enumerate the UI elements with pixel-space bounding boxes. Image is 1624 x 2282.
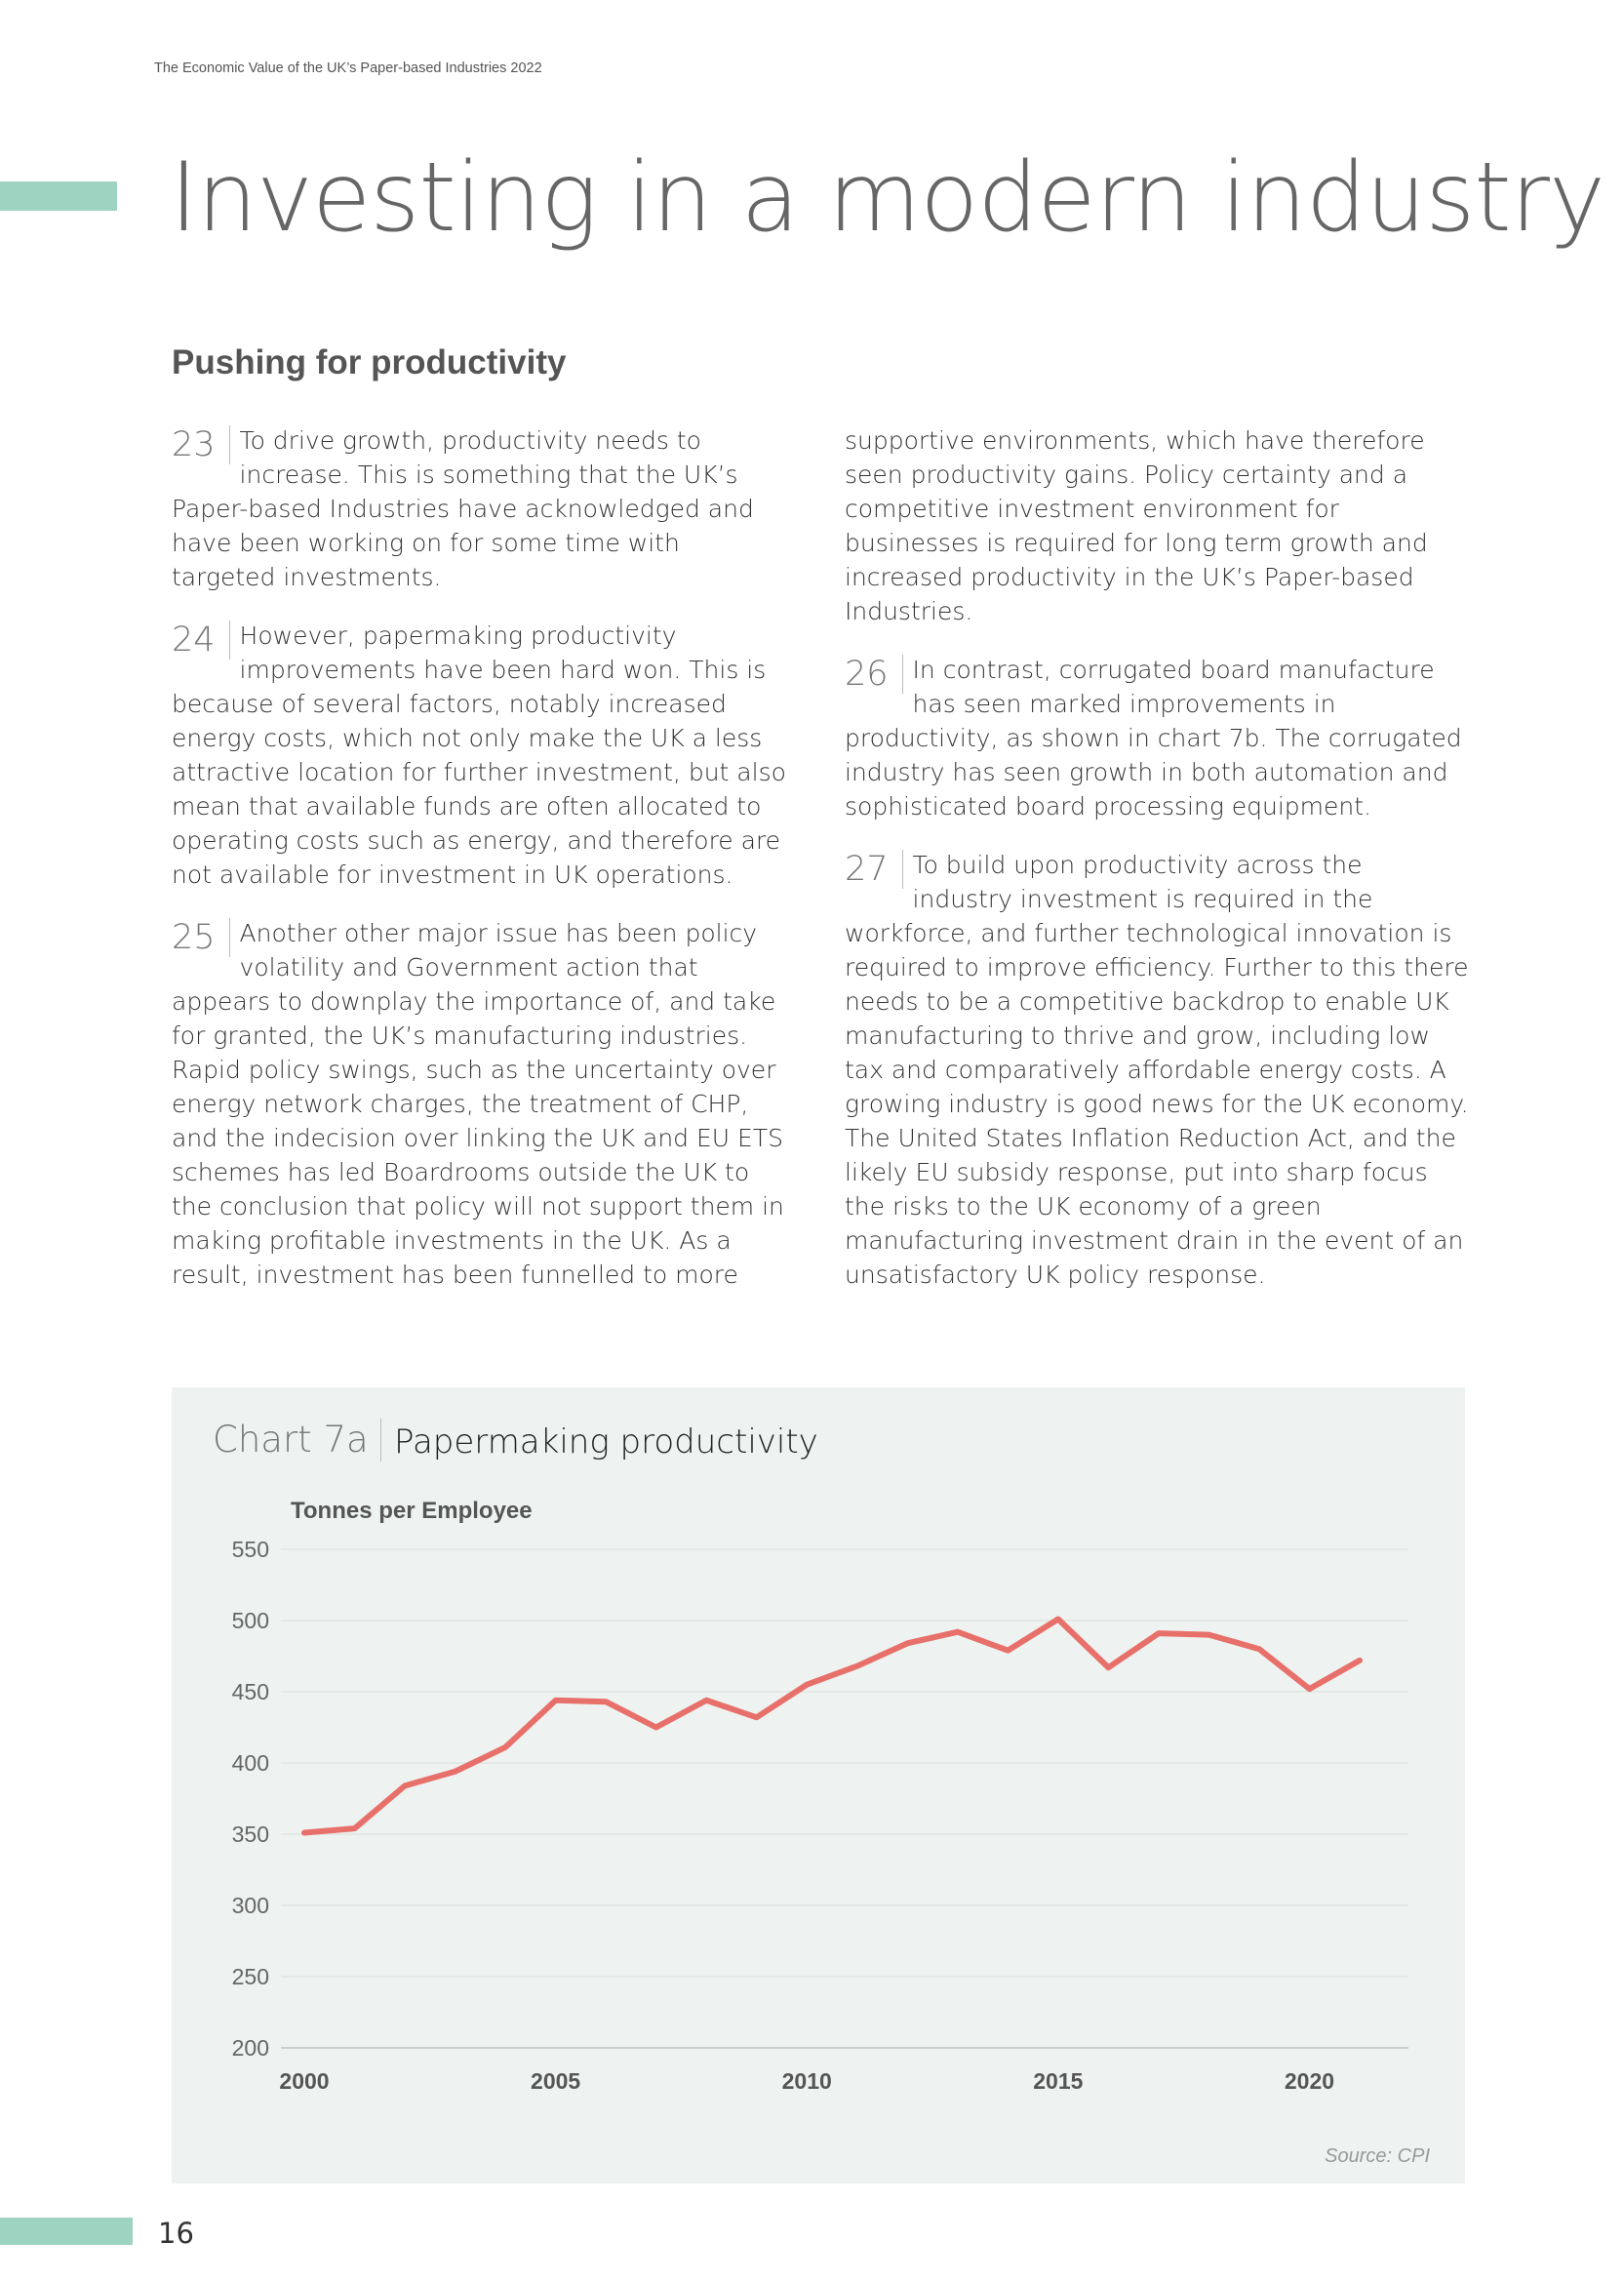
- paragraph-text: To drive growth, productivity needs to increase. This is something that the UK’s Paper-based Industries have acknowledged and have been working on for some time with targeted investments.: [172, 426, 754, 591]
- paragraph-26: [845, 653, 1469, 823]
- y-tick-label: 450: [231, 1679, 269, 1704]
- chart-label: Chart 7a: [213, 1419, 381, 1461]
- paragraph-27: [845, 848, 1469, 1292]
- paragraph-text: However, papermaking productivity improvements have been hard won. This is because of several factors, notably increased energy costs, which not only make the UK a less attractive location for further investment, but also mean that available funds are often allocated to operating costs such as energy, and therefore are not available for investment in UK operations.: [172, 621, 786, 889]
- paragraph-number: 25: [172, 918, 230, 957]
- y-tick-label: 350: [231, 1822, 269, 1847]
- series-line: [304, 1620, 1360, 1833]
- page-title: Investing in a modern industry: [170, 142, 1604, 254]
- y-tick-label: 250: [231, 1964, 269, 1989]
- paragraph-number: 24: [172, 621, 230, 660]
- y-tick-label: 500: [231, 1608, 269, 1633]
- x-tick-label: 2020: [1284, 2068, 1335, 2094]
- paragraph-text: Another other major issue has been policy volatility and Government action that appears to downplay the importance of, and take for granted, the UK’s manufacturing industries. Rapid policy swings, such as the uncertainty over energy network charges, the treatment of CHP, and the indecision over linking the UK and EU ETS schemes has led Boardrooms outside the UK to the conclusion that policy will not support them in making profitable investments in the UK. As a result, investment has been funnelled to more: [172, 919, 784, 1289]
- running-head: The Economic Value of the UK’s Paper-based Industries 2022: [154, 60, 542, 76]
- chart-svg: [172, 1387, 1465, 2183]
- paragraph-number: 23: [172, 425, 230, 464]
- y-tick-label: 550: [231, 1537, 269, 1562]
- accent-bar-bottom: [0, 2218, 133, 2245]
- paragraph-25: [172, 916, 790, 1292]
- section-subtitle: Pushing for productivity: [172, 343, 567, 381]
- paragraph-25-continued: supportive environments, which have therefore seen productivity gains. Policy certainty and a competitive investment environment for businesses is required for long term growth and increased productivity in the UK’s Paper-based Industries.: [845, 426, 1428, 625]
- x-tick-label: 2015: [1033, 2068, 1084, 2094]
- paragraph-23: [172, 423, 790, 594]
- chart-panel: [172, 1387, 1465, 2183]
- chart-title: Papermaking productivity: [394, 1422, 818, 1461]
- x-tick-label: 2000: [279, 2068, 330, 2094]
- paragraph-24: [172, 619, 790, 892]
- paragraph-number: 27: [845, 850, 903, 889]
- left-column: [172, 423, 790, 1316]
- x-tick-label: 2010: [781, 2068, 832, 2094]
- chart-source: Source: CPI: [1325, 2145, 1430, 2167]
- y-axis-label: Tonnes per Employee: [291, 1498, 533, 1524]
- paragraph-number: 26: [845, 655, 903, 694]
- paragraph-text: To build upon productivity across the industry investment is required in the workforce, and further technological innovation is required to improve efficiency. Further to this there needs to be a competitive backdrop to enable UK manufacturing to thrive and grow, including low tax and comparatively affordable energy costs. A growing industry is good news for the UK economy. The United States Inflation Reduction Act, and the likely EU subsidy response, put into sharp focus the risks to the UK economy of a green manufacturing investment drain in the event of an unsatisfactory UK policy response.: [845, 851, 1469, 1289]
- page-number: 16: [158, 2217, 194, 2250]
- right-column: [845, 423, 1469, 1316]
- y-tick-label: 400: [231, 1750, 269, 1776]
- paragraph-text: In contrast, corrugated board manufacture has seen marked improvements in productivity, as shown in chart 7b. The corrugated industry has seen growth in both automation and sophisticated board processing equipment.: [845, 656, 1462, 821]
- y-tick-label: 200: [231, 2035, 269, 2061]
- x-tick-label: 2005: [531, 2068, 581, 2094]
- accent-bar-top: [0, 181, 117, 211]
- y-tick-label: 300: [231, 1893, 269, 1918]
